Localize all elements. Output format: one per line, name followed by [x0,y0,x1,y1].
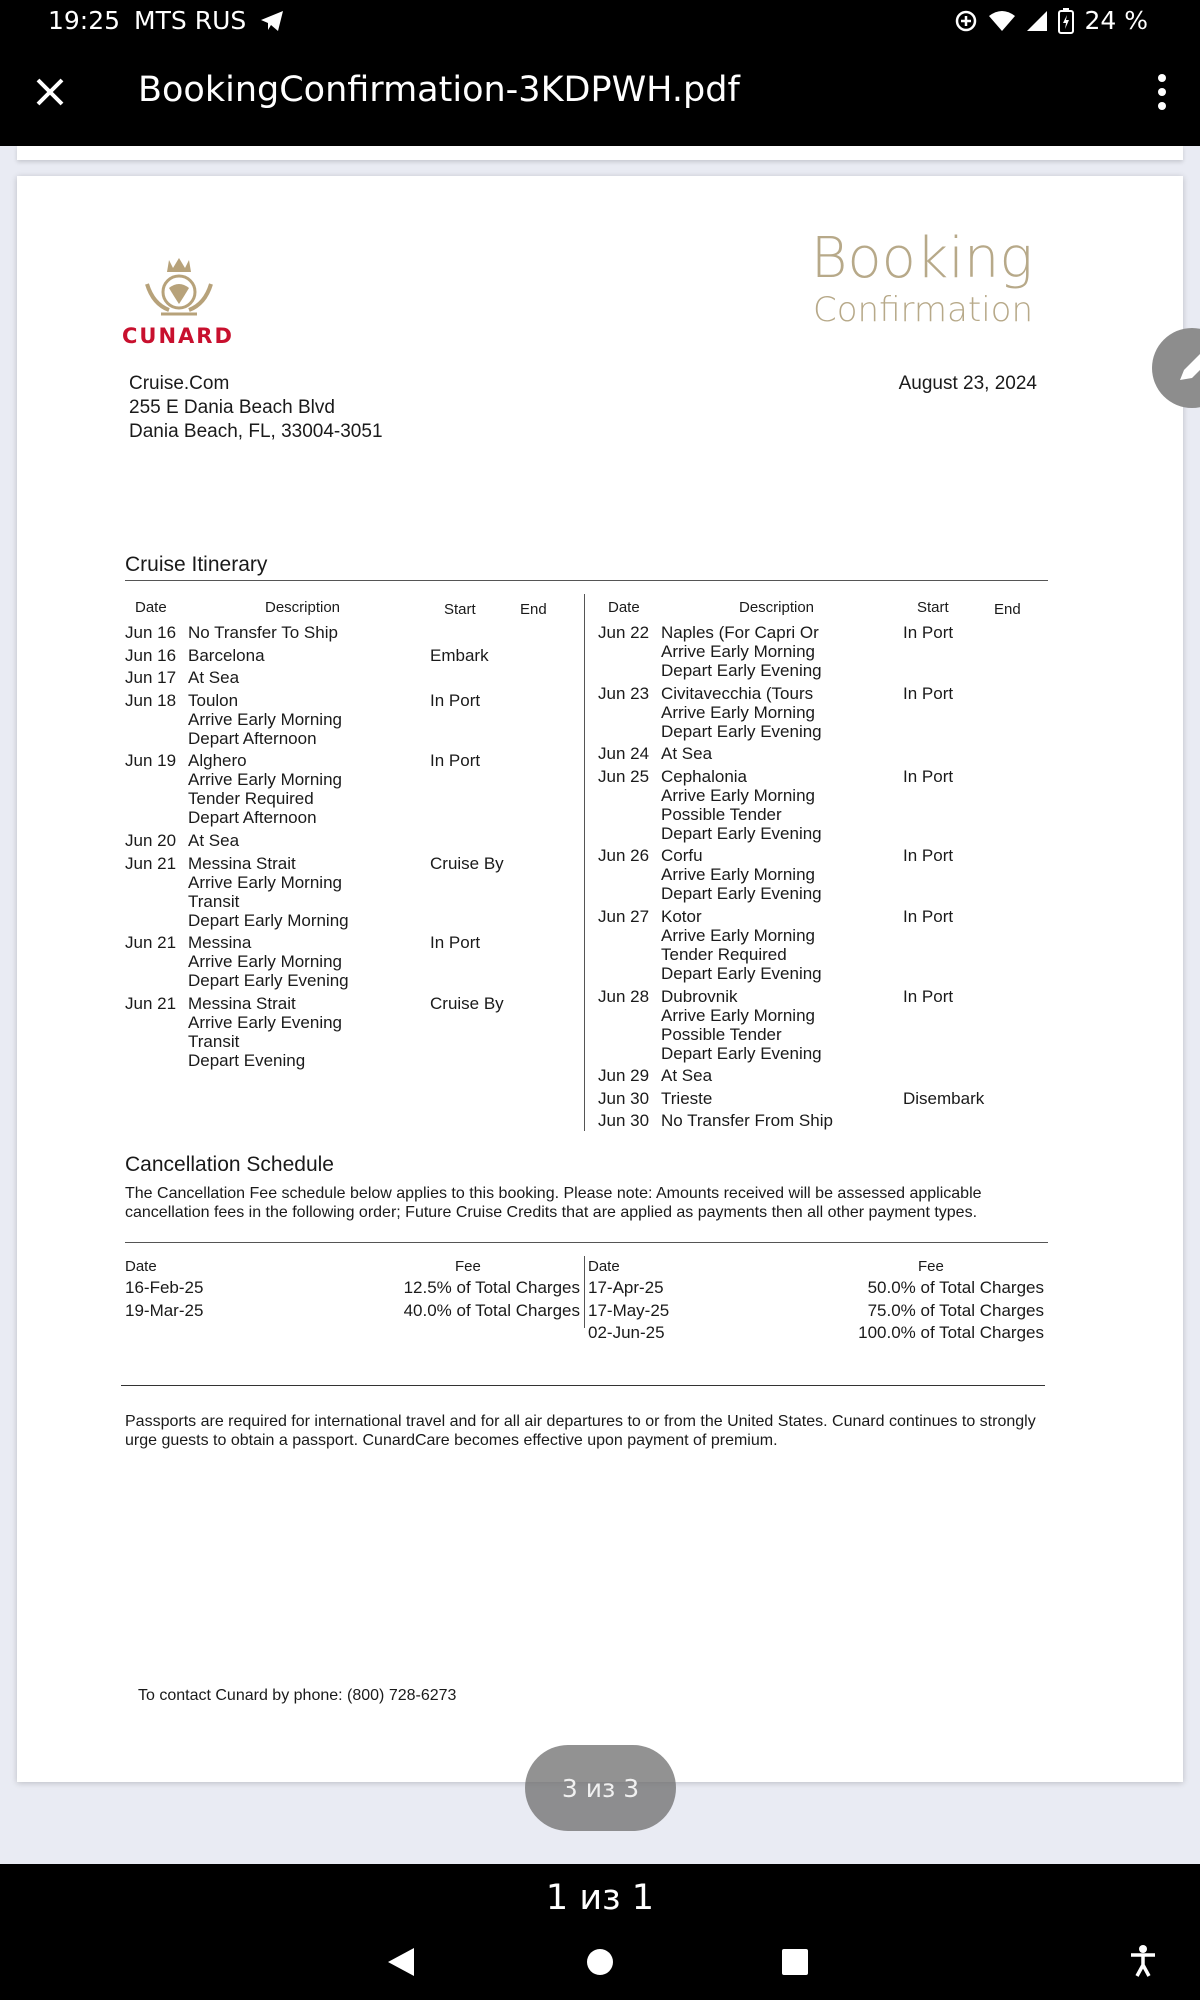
itinerary-description [188,751,428,827]
itinerary-date: Jun 30 [598,1111,650,1131]
itinerary-description-line: Kotor [661,907,702,926]
itinerary-start: In Port [903,766,954,786]
itinerary-description-line: Arrive Early Morning [661,785,815,805]
itinerary-row [598,1066,1038,1085]
cancellation-divider [125,1242,1048,1243]
col-head-date: Date [608,599,640,616]
itinerary-date: Jun 19 [125,751,177,771]
itinerary-row [125,668,565,687]
fee-amount: 40.0% of Total Charges [403,1300,580,1320]
itinerary-description-line: Tender Required [188,789,314,809]
recents-nav-icon[interactable] [781,1948,809,1976]
itinerary-description [188,854,428,930]
cunard-lion-crest-icon [139,254,219,324]
itinerary-description [188,646,428,665]
fee-amount: 50.0% of Total Charges [867,1278,1044,1297]
close-icon[interactable] [30,72,70,112]
itinerary-row [598,907,1038,983]
telegram-icon [260,10,284,32]
itinerary-start: In Port [903,683,954,703]
itinerary-start: In Port [903,986,954,1006]
bottom-bar [0,1864,1200,2000]
itinerary-row [598,1089,1038,1108]
cunard-logo-text: CUNARD [122,324,234,348]
itinerary-description [661,907,901,983]
itinerary-date: Jun 26 [598,846,650,866]
home-nav-icon[interactable] [585,1947,615,1977]
itinerary-description [661,623,901,680]
page-indicator: 3 из 3 [525,1745,676,1831]
itinerary-description-line: Depart Early Evening [661,721,822,741]
itinerary-description [188,668,428,687]
signal-icon [1026,10,1048,32]
itinerary-description-line: At Sea [661,1066,713,1086]
pencil-icon [1174,348,1200,388]
itinerary-description [188,691,428,748]
itinerary-description [661,1089,901,1108]
col-head-end: End [994,601,1021,618]
fee-date: 16-Feb-25 [125,1278,204,1297]
itinerary-start: In Port [903,846,954,866]
itinerary-description-line: Arrive Early Morning [188,770,342,790]
itinerary-description-line: Trieste [661,1088,713,1108]
itinerary-start: Embark [430,645,489,665]
itinerary-description-line: Depart Early Evening [661,823,822,843]
itinerary-start: In Port [430,690,481,710]
status-bar [0,0,1200,42]
itinerary-description-line: Arrive Early Morning [188,872,342,892]
itinerary-description-line: No Transfer To Ship [188,623,338,642]
itinerary-date: Jun 16 [125,623,177,642]
fee-head-date: Date [588,1258,620,1275]
itinerary-description [661,767,901,843]
itinerary-description-line: At Sea [661,744,713,764]
itinerary-description-line: Depart Afternoon [188,728,317,748]
itinerary-date: Jun 30 [598,1088,650,1108]
address-line: Dania Beach, FL, 33004-3051 [129,421,383,442]
itinerary-row [598,987,1038,1063]
itinerary-date: Jun 29 [598,1066,650,1086]
status-time: 19:25 [48,6,121,35]
itinerary-description-line: Messina Strait [188,853,296,873]
pdf-page[interactable] [17,176,1183,1782]
itinerary-description [661,1066,901,1085]
itinerary-description-line: Barcelona [188,645,265,665]
address-line: 255 E Dania Beach Blvd [129,397,335,418]
itinerary-description-line: Possible Tender [661,1024,782,1044]
back-nav-icon[interactable] [386,1946,416,1978]
confirmation-heading: Confirmation [813,290,1033,330]
itinerary-description-line: Depart Afternoon [188,808,317,828]
itinerary-date: Jun 18 [125,690,177,710]
fee-amount: 12.5% of Total Charges [403,1278,580,1297]
itinerary-date: Jun 21 [125,993,177,1013]
itinerary-description-line: Arrive Early Morning [661,1005,815,1025]
itinerary-description-line: Arrive Early Evening [188,1012,343,1032]
itinerary-description-line: Arrive Early Morning [661,642,815,661]
itinerary-description [188,994,428,1070]
booking-heading: Booking [810,226,1033,291]
itinerary-description-line: No Transfer From Ship [661,1111,833,1131]
itinerary-date: Jun 16 [125,645,177,665]
itinerary-description-line: Arrive Early Morning [188,709,342,729]
cancellation-note: The Cancellation Fee schedule below applies to this booking. Please note: Amounts received will be assessed applicable cancellation fees in the following order; Future Cruise Credits that are applied as payments then all other payment types. [125,1185,982,1221]
itinerary-description [188,933,428,990]
app-bar [0,42,1200,146]
itinerary-row [125,751,565,827]
accessibility-icon[interactable] [1128,1944,1158,1978]
itinerary-description [188,623,428,642]
itinerary-description-line: Depart Early Evening [661,884,822,904]
col-head-description: Description [739,599,815,616]
col-head-end: End [520,601,547,618]
itinerary-row [125,854,565,930]
itinerary-column-divider [584,594,585,1131]
itinerary-description [661,987,901,1063]
col-head-start: Start [444,601,476,618]
itinerary-description [661,1111,901,1130]
itinerary-description-line: Depart Early Morning [188,910,349,930]
document-date: August 23, 2024 [898,373,1037,394]
itinerary-description-line: Cephalonia [661,766,748,786]
itinerary-description-line: Arrive Early Morning [661,702,815,722]
itinerary-row [125,646,565,665]
cancellation-title: Cancellation Schedule [125,1153,334,1176]
itinerary-start: Cruise By [430,993,504,1013]
itinerary-description-line: Arrive Early Morning [661,926,815,945]
itinerary-description [661,744,901,763]
document-title: BookingConfirmation-3KDPWH.pdf [138,70,740,110]
itinerary-description [661,684,901,741]
contact-line: To contact Cunard by phone: (800) 728-6273 [138,1687,457,1704]
itinerary-row [598,744,1038,763]
itinerary-description-line: Corfu [661,846,703,866]
itinerary-description-line: Alghero [188,751,247,771]
itinerary-date: Jun 21 [125,853,177,873]
itinerary-date: Jun 23 [598,683,650,703]
fee-date: 17-Apr-25 [588,1278,664,1297]
itinerary-description-line: At Sea [188,668,240,688]
col-head-start: Start [917,599,949,616]
itinerary-start: Cruise By [430,853,504,873]
fee-date: 17-May-25 [588,1300,670,1320]
itinerary-description-line: Dubrovnik [661,986,738,1006]
itinerary-date: Jun 20 [125,831,177,850]
itinerary-row [125,831,565,850]
data-saver-icon [954,9,978,33]
previous-page-edge [17,146,1183,160]
itinerary-start: In Port [430,933,481,953]
col-head-description: Description [265,599,341,616]
itinerary-date: Jun 21 [125,933,177,953]
itinerary-start: Disembark [903,1088,985,1108]
itinerary-row [125,994,565,1070]
itinerary-description-line: Civitavecchia (Tours [661,683,814,703]
itinerary-description-line: Depart Early Evening [661,661,822,680]
fee-date: 19-Mar-25 [125,1300,204,1320]
itinerary-row [125,691,565,748]
itinerary-row [125,623,565,642]
more-options-icon[interactable] [1144,70,1180,114]
itinerary-description-line: Messina [188,933,252,953]
address-line: Cruise.Com [129,373,230,394]
fee-date: 02-Jun-25 [588,1323,665,1342]
itinerary-description-line: Possible Tender [661,804,782,824]
itinerary-description-line: Arrive Early Morning [188,952,342,972]
itinerary-date: Jun 17 [125,668,177,688]
itinerary-row [598,1111,1038,1130]
wifi-icon [988,10,1016,32]
itinerary-row [598,623,1038,680]
itinerary-date: Jun 22 [598,623,650,642]
itinerary-date: Jun 24 [598,744,650,764]
fee-amount: 100.0% of Total Charges [858,1323,1044,1342]
col-head-date: Date [135,599,167,616]
fee-head-fee: Fee [455,1258,481,1275]
itinerary-row [598,684,1038,741]
itinerary-date: Jun 27 [598,907,650,926]
itinerary-description-line: Arrive Early Morning [661,865,815,885]
itinerary-description-line: Transit [188,1031,240,1051]
itinerary-row [125,933,565,990]
itinerary-date: Jun 28 [598,986,650,1006]
cancellation-column-divider [584,1256,585,1328]
fee-head-date: Date [125,1258,157,1275]
itinerary-description-line: Toulon [188,690,239,710]
fee-head-fee: Fee [918,1258,944,1275]
itinerary-description [188,831,428,850]
itinerary-start: In Port [903,907,954,926]
itinerary-row [598,846,1038,903]
itinerary-description-line: Naples (For Capri Or [661,623,819,642]
itinerary-start: In Port [903,623,954,642]
battery-level: 24 % [1084,6,1148,35]
address-block [129,372,383,444]
itinerary-description-line: Messina Strait [188,993,296,1013]
itinerary-date: Jun 25 [598,766,650,786]
status-carrier: MTS RUS [134,6,247,35]
itinerary-start: In Port [430,751,481,771]
document-count: 1 из 1 [545,1878,655,1918]
itinerary-description-line: Depart Early Evening [188,971,349,991]
fee-amount: 75.0% of Total Charges [867,1300,1044,1320]
itinerary-description-line: Transit [188,891,240,911]
battery-icon [1058,8,1074,34]
itinerary-description-line: Depart Early Evening [661,1043,822,1063]
itinerary-description [661,846,901,903]
itinerary-row [598,767,1038,843]
itinerary-description-line: Depart Evening [188,1050,306,1070]
passport-note: Passports are required for international travel and for all air departures to or from the United States. Cunard continues to strongly urge guests to obtain a passport. CunardCare becomes effective upon payment of premium. [125,1413,1036,1449]
itinerary-description-line: Depart Early Evening [661,964,822,983]
itinerary-divider [125,580,1048,581]
footer-divider [121,1385,1045,1386]
itinerary-title: Cruise Itinerary [125,553,268,576]
itinerary-description-line: Tender Required [661,945,787,964]
itinerary-description-line: At Sea [188,831,240,850]
